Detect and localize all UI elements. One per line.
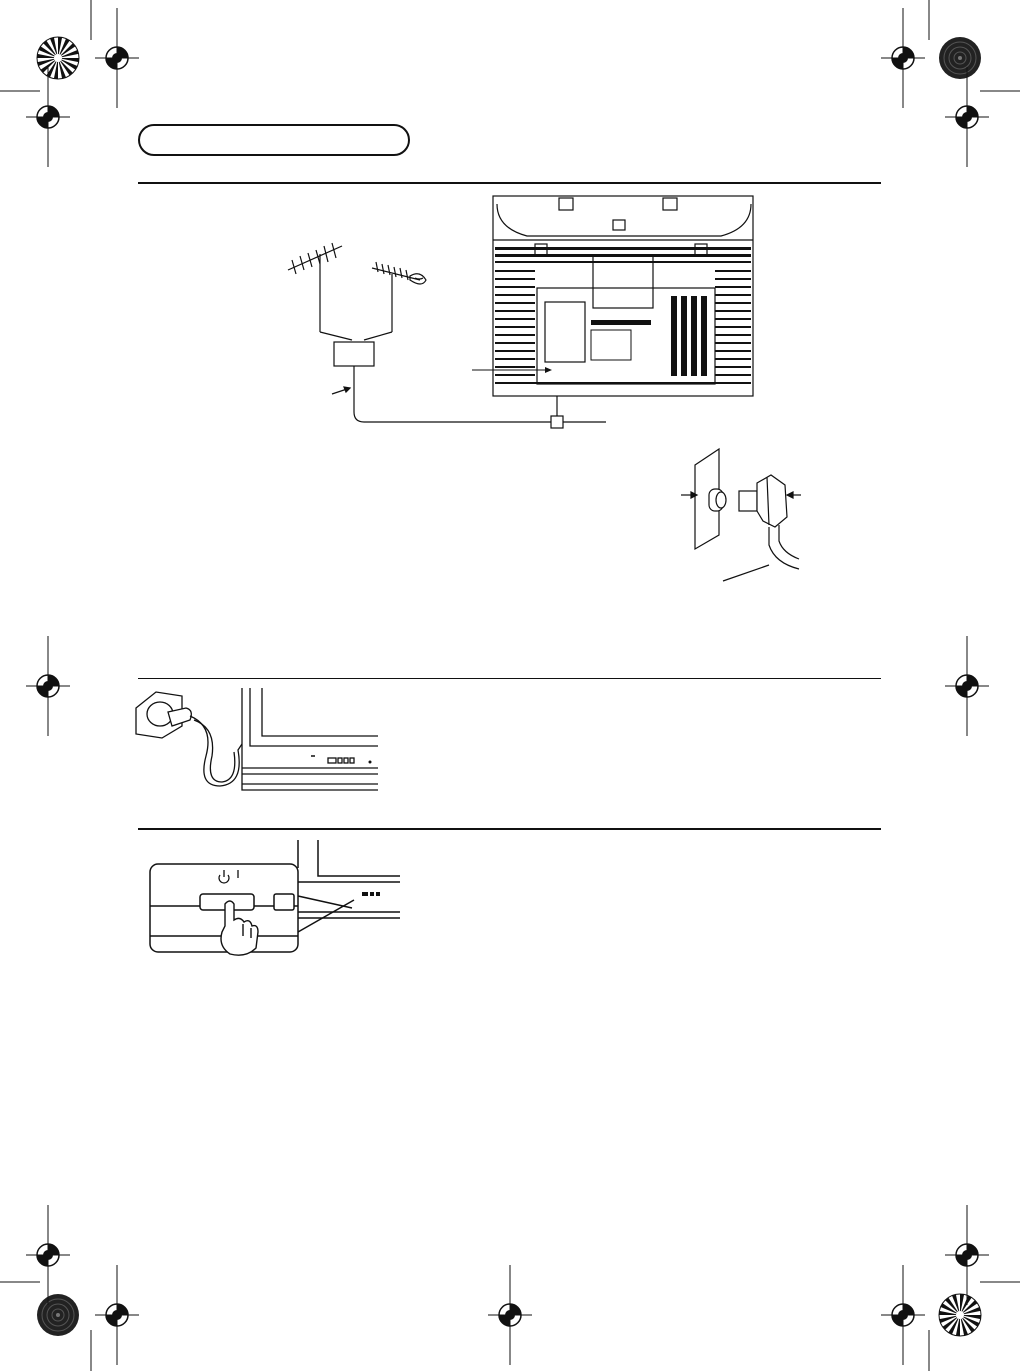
section-divider [138, 182, 881, 184]
combiner-box [334, 342, 374, 366]
crosshair-registration-icon [945, 636, 989, 736]
aerial-socket-pointer [470, 362, 560, 382]
mains-plug-figure [134, 686, 379, 796]
crosshair-registration-icon [26, 636, 70, 736]
rf-plug-detail-figure [675, 445, 815, 595]
crosshair-registration-icon [26, 1205, 70, 1305]
crosshair-registration-icon [945, 67, 989, 167]
crosshair-registration-icon [26, 67, 70, 167]
crosshair-registration-icon [945, 1205, 989, 1305]
section-divider [138, 678, 881, 679]
section-title-pill [138, 124, 410, 156]
crosshair-registration-icon [95, 1265, 139, 1365]
section-divider [138, 828, 881, 830]
crosshair-registration-icon [95, 8, 139, 108]
power-button-figure [148, 836, 400, 956]
solid-target-icon [37, 1294, 79, 1336]
crosshair-registration-icon [881, 1265, 925, 1365]
crosshair-registration-icon [488, 1265, 532, 1365]
crosshair-registration-icon [881, 8, 925, 108]
solid-target-icon [939, 37, 981, 79]
sunburst-target-icon [37, 37, 79, 79]
sunburst-target-icon [939, 1294, 981, 1336]
